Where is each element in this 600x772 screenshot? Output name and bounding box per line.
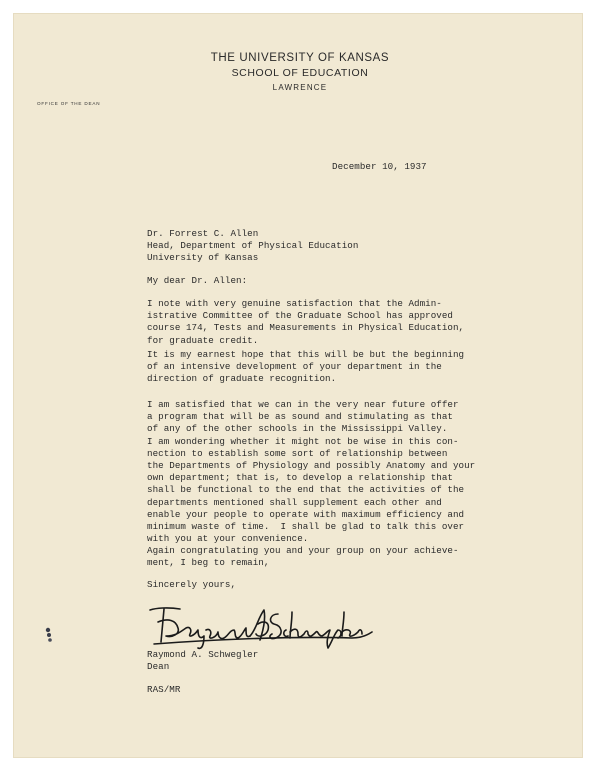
paragraph-line: a program that will be as sound and stimulating as that [147,411,453,423]
paragraph [147,545,459,569]
signer-block [147,649,258,673]
recipient-line: University of Kansas [147,252,259,264]
paragraph-line: I note with very genuine satisfaction that the Admin- [147,298,442,309]
paragraph-line: the Departments of Physiology and possibly Anatomy and your [147,460,476,472]
paragraph-line: I am wondering whether it might not be wise in this con- [147,435,459,447]
typist-initials: RAS/MR [147,684,181,695]
letterhead-university: THE UNIVERSITY OF KANSAS [210,52,390,64]
paragraph-line: with you at your convenience. [147,533,309,545]
handwritten-signature [146,592,386,652]
paragraph-line: istrative Committee of the Graduate School has approved [147,310,453,322]
paragraph-line: minimum waste of time. I shall be glad to talk this over [147,521,465,533]
paragraph-line: own department; that is, to develop a relationship that [147,472,453,484]
paragraph [147,298,464,347]
signer-name: Raymond A. Schwegler [147,649,259,660]
letterhead-city: LAWRENCE [272,83,328,92]
paragraph [147,349,464,386]
paragraph-line: ment, I beg to remain, [147,557,270,569]
recipient-address [147,228,358,265]
paragraph-line: direction of graduate recognition. [147,373,337,385]
signer-title: Dean [147,661,170,673]
letter-date: December 10, 1937 [332,161,427,172]
ink-smudge [44,627,54,643]
paragraph-line: It is my earnest hope that this will be but the beginning [147,349,465,360]
paragraph-line: of an intensive development of your department in the [147,361,442,373]
closing: Sincerely yours, [147,579,237,590]
paragraph-line: nection to establish some sort of relationship between [147,447,448,459]
paragraph [147,399,475,545]
paragraph-line: enable your people to operate with maximum efficiency and [147,508,465,520]
letterhead-school: SCHOOL OF EDUCATION [231,67,369,79]
paragraph-line: Again congratulating you and your group on your achieve- [147,545,459,556]
paragraph-line: shall be functional to the end that the activities of the [147,484,465,496]
paragraph-line: course 174, Tests and Measurements in Physical Education, [147,322,465,334]
recipient-line: Head, Department of Physical Education [147,240,359,252]
office-of-dean: OFFICE OF THE DEAN [37,101,101,106]
recipient-line: Dr. Forrest C. Allen [147,228,259,239]
paragraph-line: for graduate credit. [147,334,259,346]
salutation: My dear Dr. Allen: [147,275,248,286]
paragraph-line: I am satisfied that we can in the very near future offer [147,399,459,410]
paragraph-line: of any of the other schools in the Mississippi Valley. [147,423,448,435]
paragraph-line: departments mentioned shall supplement each other and [147,496,442,508]
